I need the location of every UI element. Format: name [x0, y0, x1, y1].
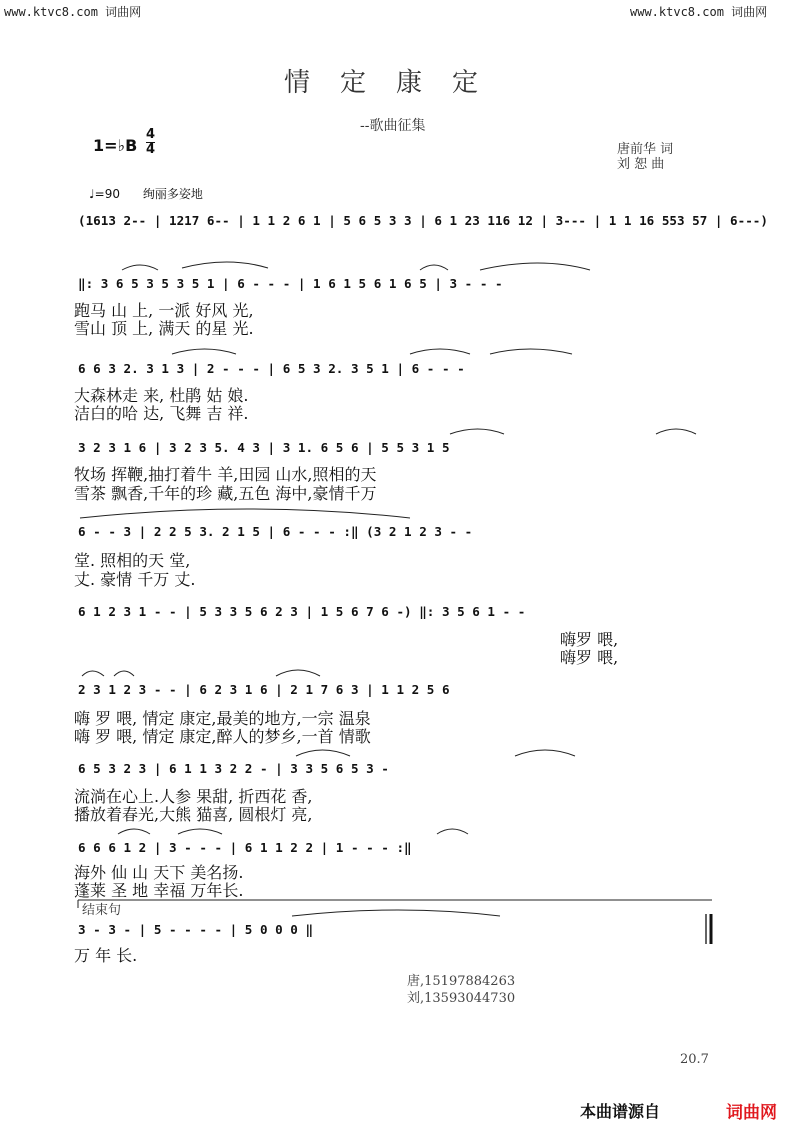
site-url-right[interactable]: www.ktvc8.com 词曲网 — [630, 5, 768, 19]
lyric-line-2b: 雪山 顶 上, 满天 的星 光. — [74, 319, 254, 338]
lyric-line-8a: 流淌在心上.人参 果甜, 折西花 香, — [74, 787, 313, 806]
brand-logo[interactable]: 词曲网 — [726, 1103, 777, 1123]
contact-composer: 刘,13593044730 — [407, 991, 516, 1006]
lyricist-credit: 唐前华 词 — [617, 142, 674, 157]
lyric-line-8b: 播放着春光,大熊 猫喜, 圆根灯 亮, — [74, 805, 313, 824]
lyric-line-3b: 洁白的哈 达, 飞舞 吉 祥. — [74, 404, 249, 423]
lyric-line-9a: 海外 仙 山 天下 美名扬. — [74, 863, 244, 882]
site-name-right: 词曲网 — [731, 5, 768, 19]
expression-marking: 绚丽多姿地 — [142, 187, 203, 201]
notation-line-1: (1613 2-- | 1217 6-- | 1 1 2 6 1 | 5 6 5 3 3 | 6 1 23 116 12 | 3--- | 1 1 16 553 57 | 6---) — [78, 213, 768, 228]
notation-line-5: 6 - - 3 | 2 2 5 3. 2 1 5 | 6 - - - :‖ (3 2 1 2 3 - - — [78, 524, 473, 539]
notation-line-2: ‖: 3 6 5 3 5 3 5 1 | 6 - - - | 1 6 1 5 6 1 6 5 | 3 - - - — [78, 276, 503, 291]
lyric-line-10a: 万 年 长. — [74, 946, 138, 965]
lyric-line-4a: 牧场 挥鞭,抽打着牛 羊,田园 山水,照相的天 — [74, 465, 377, 484]
site-name-left: 词曲网 — [105, 5, 142, 19]
source-text: 本曲谱源自 — [580, 1102, 661, 1121]
site-url-left[interactable]: www.ktvc8.com 词曲网 — [4, 5, 142, 19]
subtitle: --歌曲征集 — [360, 118, 426, 134]
lyric-line-6b: 嗨罗 喂, — [560, 648, 619, 667]
notation-line-4: 3 2 3 1 6 | 3 2 3 5. 4 3 | 3 1. 6 5 6 | 5 5 3 1 5 — [78, 440, 450, 455]
lyric-line-7a: 嗨 罗 喂, 情定 康定,最美的地方,一宗 温泉 — [74, 709, 371, 728]
tempo-marking: ♩=90 绚丽多姿地 — [89, 187, 203, 201]
lyric-line-2a: 跑马 山 上, 一派 好风 光, — [74, 301, 254, 320]
notation-line-6: 6 1 2 3 1 - - | 5 3 3 5 6 2 3 | 1 5 6 7 6 -) ‖: 3 5 6 1 - - — [78, 604, 526, 619]
key-signature: 1=♭B — [93, 136, 138, 155]
notation-line-8: 6 5 3 2 3 | 6 1 1 3 2 2 - | 3 3 5 6 5 3 - — [78, 761, 389, 776]
lyric-line-4b: 雪茶 飘香,千年的珍 藏,五色 海中,豪情千万 — [74, 484, 377, 503]
lyric-line-5b: 丈. 豪情 千万 丈. — [74, 570, 196, 589]
lyric-line-3a: 大森林走 来, 杜鹃 姑 娘. — [74, 386, 249, 405]
lyric-line-5a: 堂. 照相的天 堂, — [74, 551, 191, 570]
contact-lyricist: 唐,15197884263 — [407, 974, 516, 989]
time-signature: 4 4 — [146, 127, 156, 157]
notation-line-3: 6 6 3 2. 3 1 3 | 2 - - - | 6 5 3 2. 3 5 1 | 6 - - - — [78, 361, 465, 376]
song-title: 情定康定 — [283, 68, 508, 98]
notation-line-10: 3 - 3 - | 5 - - - - | 5 0 0 0 ‖ — [78, 922, 314, 937]
coda-label: 结束句 — [82, 903, 122, 918]
lyric-line-9b: 蓬莱 圣 地 幸福 万年长. — [74, 881, 244, 900]
lyric-line-6a: 嗨罗 喂, — [560, 630, 619, 649]
notation-line-9: 6 6 6 1 2 | 3 - - - | 6 1 1 2 2 | 1 - - - :‖ — [78, 840, 412, 855]
lyric-line-7b: 嗨 罗 喂, 情定 康定,醉人的梦乡,一首 情歌 — [74, 727, 371, 746]
notation-line-7: 2 3 1 2 3 - - | 6 2 3 1 6 | 2 1 7 6 3 | 1 1 2 5 6 — [78, 682, 450, 697]
composer-credit: 刘 恕 曲 — [617, 157, 665, 172]
page-number: 20.7 — [680, 1052, 709, 1067]
